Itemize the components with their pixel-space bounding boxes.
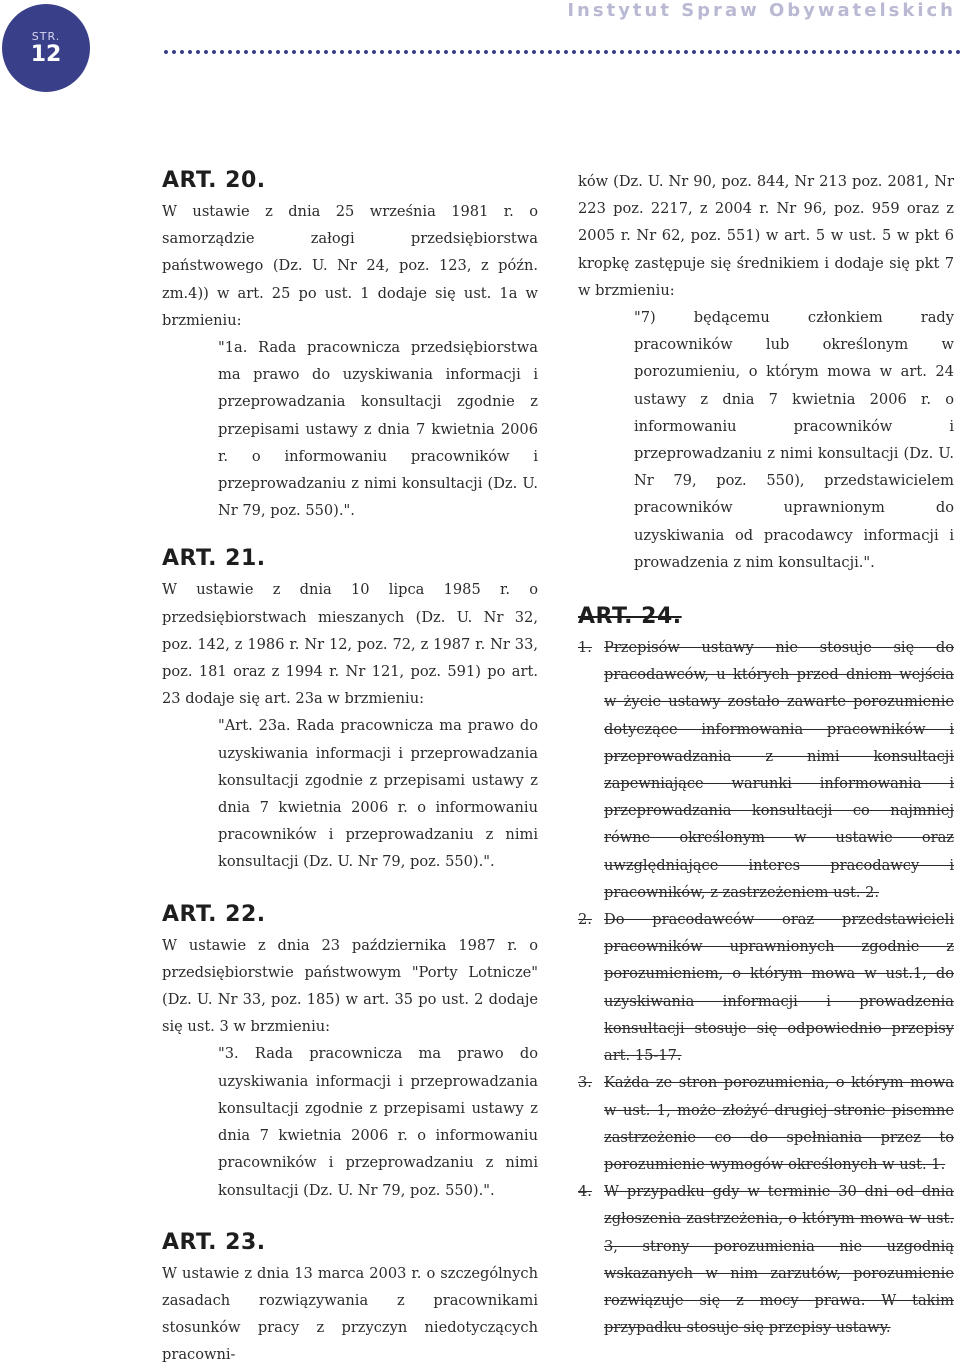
item-text: Do pracodawców oraz przedstawicieli pracowników uprawnionych zgodnie z porozumieniem, o którym mowa w ust.1, do uzyskiwania informacji i prowadzenia konsultacji stosuje się odpowiednio przepisy art. 15-17. (604, 911, 954, 1065)
page-number-badge (2, 4, 90, 92)
article-24 (578, 602, 954, 1341)
list-item (578, 906, 954, 1069)
article-23 (162, 1228, 538, 1369)
article-22 (162, 900, 538, 1204)
article-heading: ART. 23. (162, 1229, 266, 1255)
page-label: STR. (31, 29, 61, 43)
article-intro: W ustawie z dnia 10 lipca 1985 r. o przedsiębiorstwach mieszanych (Dz. U. Nr 32, poz. 142, z 1986 r. Nr 12, poz. 72, z 1987 r. Nr 33, poz. 181 oraz z 1994 r. Nr 121, poz. 591) po art. 23 dodaje się art. 23a w brzmieniu: (162, 581, 538, 708)
article-21 (162, 544, 538, 875)
item-text: Przepisów ustawy nie stosuje się do pracodawców, u których przed dniem wejścia w życie ustawy zostało zawarte porozumienie dotyczące informowania pracowników i przeprowadzania z nimi konsultacji zapewniające warunki informowania i przeprowadzania konsultacji co najmniej równe określonym w ustawie oraz uwzględniające interes pracodawcy i pracowników, z zastrzeżeniem ust. 2. (604, 639, 954, 901)
item-text: W przypadku gdy w terminie 30 dni od dnia zgłoszenia zastrzeżenia, o którym mowa w ust. 3, strony porozumienia nie uzgodnią wskazanych w nim zarzutów, porozumienie rozwiązuje się z mocy prawa. W takim przypadku stosuje się przepisy ustawy. (604, 1183, 954, 1337)
article-intro: W ustawie z dnia 25 września 1981 r. o samorządzie załogi przedsiębiorstwa państwowego (Dz. U. Nr 24, poz. 123, z późn. zm.4)) w art. 25 po ust. 1 dodaje się ust. 1a w brzmieniu: (162, 203, 538, 329)
item-text: Każda ze stron porozumienia, o którym mowa w ust. 1, może złożyć drugiej stronie pisemne zastrzeżenie co do spełniania przez to porozumienie wymogów określonych w ust. 1. (604, 1074, 954, 1173)
article-23-continued (578, 168, 954, 576)
article-continuation: ków (Dz. U. Nr 90, poz. 844, Nr 213 poz. 2081, Nr 223 poz. 2217, z 2004 r. Nr 96, poz. 959 oraz z 2005 r. Nr 62, poz. 551) w art. 5 w ust. 5 w pkt 6 kropkę zastępuje się średnikiem i dodaje się pkt 7 w brzmieniu: (578, 173, 954, 299)
article-intro: W ustawie z dnia 13 marca 2003 r. o szczególnych zasadach rozwiązywania z pracownikami stosunków pracy z przyczyn niedotyczących pracowni- (162, 1264, 538, 1364)
page-number: 12 (30, 41, 62, 67)
left-column (162, 166, 538, 1369)
repealed-item-list (578, 634, 954, 1341)
header-title: Instytut Spraw Obywatelskich (567, 0, 956, 21)
article-20 (162, 166, 538, 524)
article-heading: ART. 20. (162, 168, 266, 193)
list-item (578, 1178, 954, 1341)
dotted-divider (162, 49, 960, 55)
article-quote: "3. Rada pracownicza ma prawo do uzyskiwania informacji i przeprowadzania konsultacji zgodnie z przepisami ustawy z dnia 7 kwietnia 2006 r. o informowaniu pracowników i przeprowadzaniu z nimi konsultacji (Dz. U. Nr 79, poz. 550).". (218, 1045, 538, 1199)
item-number: 4. (578, 1183, 592, 1201)
article-heading: ART. 24. (578, 604, 682, 630)
article-quote: "7) będącemu członkiem rady pracowników lub określonym w porozumieniu, o którym mowa w art. 24 ustawy z dnia 7 kwietnia 2006 r. o informowaniu pracowników i przeprowadzaniu z nimi konsultacji (Dz. U. Nr 79, poz. 550), przedstawicielem pracowników uprawnionym do uzyskiwania od pracodawcy informacji i prowadzenia z nim konsultacji.". (634, 309, 954, 571)
article-quote: "1a. Rada pracownicza przedsiębiorstwa ma prawo do uzyskiwania informacji i przeprowadzania konsultacji zgodnie z przepisami ustawy z dnia 7 kwietnia 2006 r. o informowaniu pracowników i przeprowadzaniu z nimi konsultacji (Dz. U. Nr 79, poz. 550).". (218, 339, 538, 520)
article-intro: W ustawie z dnia 23 października 1987 r. o przedsiębiorstwie państwowym "Porty Lotnicze" (Dz. U. Nr 33, poz. 185) w art. 35 po ust. 2 dodaje się ust. 3 w brzmieniu: (162, 936, 538, 1036)
item-number: 2. (578, 911, 592, 929)
item-number: 1. (578, 639, 592, 657)
list-item (578, 634, 954, 906)
right-column (578, 168, 954, 1341)
article-heading: ART. 21. (162, 546, 266, 572)
list-item (578, 1069, 954, 1178)
article-quote: "Art. 23a. Rada pracownicza ma prawo do uzyskiwania informacji i przeprowadzania konsultacji zgodnie z przepisami ustawy z dnia 7 kwietnia 2006 r. o informowaniu pracowników i przeprowadzaniu z nimi konsultacji (Dz. U. Nr 79, poz. 550).". (218, 717, 538, 871)
article-heading: ART. 22. (162, 901, 266, 927)
item-number: 3. (578, 1074, 592, 1092)
